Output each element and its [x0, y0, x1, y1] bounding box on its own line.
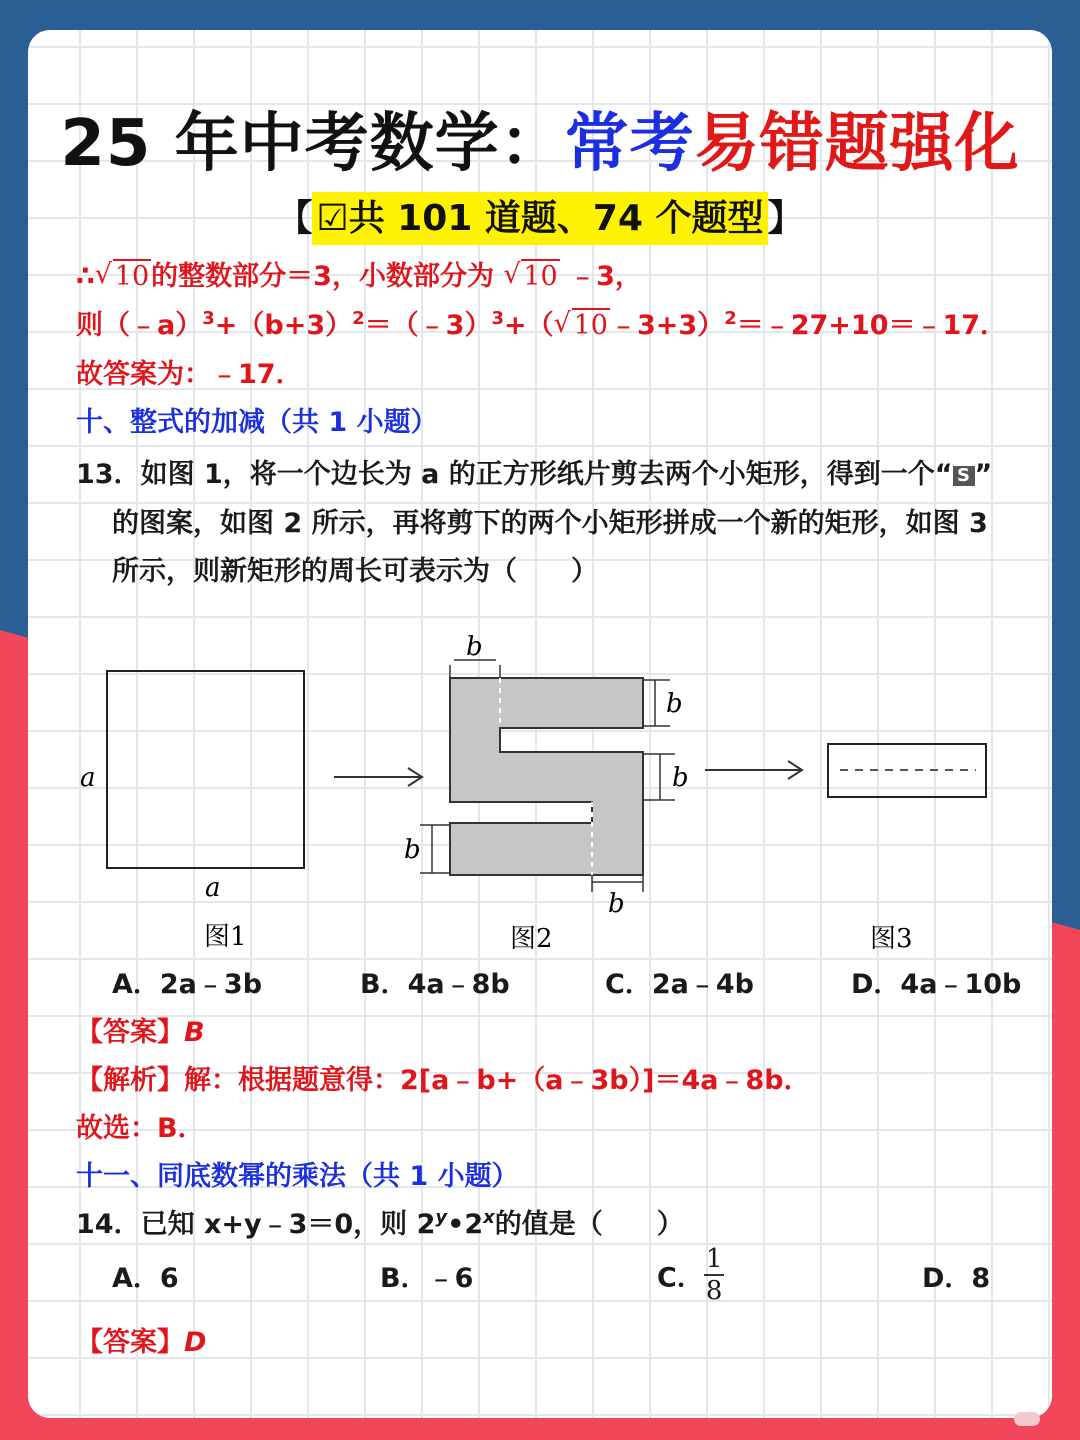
- q14-option-c: C． $\frac{1}{8}$: [657, 1244, 723, 1306]
- solution-line-1: ∴ √ 10的整数部分＝3，小数部分为 √ 10 ﹣3，: [76, 259, 642, 292]
- fig1-caption: 图1: [204, 922, 247, 952]
- fig2-label-top: b: [466, 632, 483, 662]
- question-13-line-3: 所示，则新矩形的周长可表示为（ ）: [112, 556, 598, 587]
- s-shape-icon: S: [953, 466, 975, 486]
- fig2-label-right-1: b: [666, 689, 683, 719]
- q13-analysis: 【解析】解：根据题意得：2[a﹣b+（a﹣3b）]＝4a﹣8b．: [76, 1065, 811, 1096]
- arrow-1-icon: [334, 768, 422, 786]
- q13-option-c: C．2a﹣4b: [605, 969, 754, 1000]
- page-title: 25 年中考数学：常考易错题强化: [60, 107, 1020, 181]
- fig3-caption: 图3: [870, 924, 913, 954]
- q14-option-d: D．8: [922, 1263, 991, 1294]
- fig2-caption: 图2: [510, 924, 553, 954]
- fig2-s-shape: [450, 678, 643, 875]
- section-heading-10: 十、整式的加减（共 1 小题）: [76, 407, 438, 438]
- q13-option-b: B．4a﹣8b: [360, 969, 510, 1000]
- q14-option-a: A．6: [112, 1263, 179, 1294]
- q14-option-b: B．﹣6: [380, 1263, 474, 1294]
- sqrt-10-b: √ 10: [503, 259, 558, 292]
- q13-choose: 故选：B．: [76, 1113, 205, 1144]
- page-subtitle: 【 ☑共 101 道题、74 个题型 】: [0, 190, 1080, 241]
- q13-answer: 【答案】B: [76, 1017, 205, 1048]
- fig1-label-left: a: [80, 763, 96, 793]
- question-13-line-1: 13．如图 1，将一个边长为 a 的正方形纸片剪去两个小矩形，得到一个“ S ”: [76, 459, 993, 490]
- fig2-label-bottom: b: [608, 889, 625, 919]
- section-heading-11: 十一、同底数幂的乘法（共 1 小题）: [76, 1161, 519, 1192]
- q14-answer: 【答案】D: [76, 1327, 207, 1358]
- question-13-line-2: 的图案，如图 2 所示，再将剪下的两个小矩形拼成一个新的矩形，如图 3: [112, 508, 988, 539]
- fraction-one-eighth: $\frac{1}{8}$: [705, 1244, 723, 1306]
- solution-line-2: 则$(﹣a)^3+(b+3)^2=(﹣3)^3+$（ √ 10﹣3+3）$^2$＝﹣27+10＝﹣17．: [76, 308, 1008, 341]
- watermark-badge: [1014, 1412, 1040, 1426]
- fig1-label-bottom: a: [205, 873, 221, 903]
- fig2-label-right-2: b: [672, 763, 689, 793]
- solution-line-3: 故答案为：﹣17．: [76, 359, 303, 390]
- sqrt-10: √ 10: [94, 259, 150, 292]
- q13-option-a: A．2a﹣3b: [112, 969, 263, 1000]
- fig2-label-left: b: [404, 835, 421, 865]
- q13-option-d: D．4a﹣10b: [851, 969, 1022, 1000]
- question-14: 14．已知 x+y﹣3＝0，则 2$^y$•2$^x$的值是（ ）: [76, 1207, 684, 1240]
- arrow-2-icon: [705, 761, 802, 779]
- fig1-square: [107, 671, 304, 868]
